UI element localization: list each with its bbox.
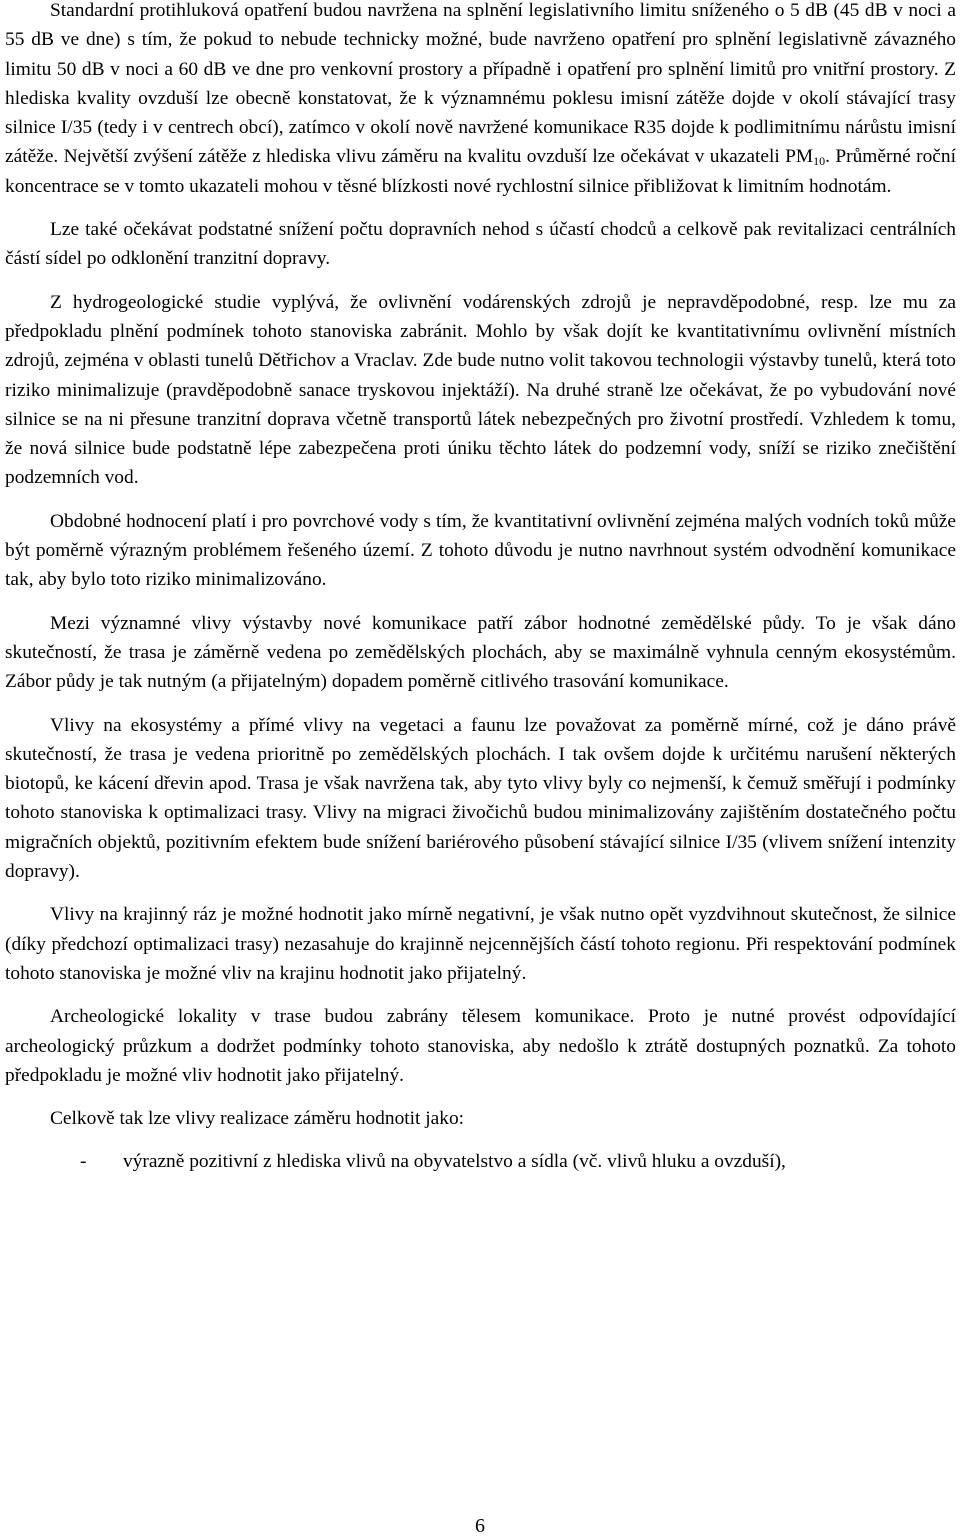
paragraph-agricultural-land: Mezi významné vlivy výstavby nové komunikace patří zábor hodnotné zemědělské půdy. To je však dáno skutečností, že trasa je záměrně vedena po zemědělských plochách, aby se maximálně vyhnula cenným ekosystémům. Zábor půdy je tak nutným (a přijatelným) dopadem poměrně citlivého trasování komunikace. [5,612,956,693]
list-intro: Celkově tak lze vlivy realizace záměru hodnotit jako: [50,1108,465,1130]
list-item-text: výrazně pozitivní z hlediska vlivů na obyvatelstvo a sídla (vč. vlivů hluku a ovzduší), [123,1151,786,1173]
page-number: 6 [475,1515,485,1537]
paragraph-text-tail: . Průměrné roční koncentrace se v tomto ukazateli mohou v těsné blízkosti nové rychlostní silnice přibližovat k limitním hodnotám. [5,146,956,197]
subscript: 10 [813,154,826,169]
paragraph-hydrogeology: Z hydrogeologické studie vyplývá, že ovlivnění vodárenských zdrojů je nepravděpodobné, resp. lze mu za předpokladu plnění podmínek tohoto stanoviska zabránit. Mohlo by však dojít ke kvantitativnímu ovlivnění místních zdrojů, zejména v oblasti tunelů Dětřichov a Vraclav. Zde bude nutno volit takovou technologii výstavby tunelů, která toto riziko minimalizuje (pravděpodobně sanace tryskovou injektáží). Na druhé straně lze očekávat, že po vybudování nové silnice se na ni přesune tranzitní doprava včetně transportů látek nebezpečných pro životní prostředí. Vzhledem k tomu, že nová silnice bude podstatně lépe zabezpečena proti úniku těchto látek do podzemní vody, sníží se riziko znečištění podzemních vod. [5,291,956,489]
paragraph-ecosystems: Vlivy na ekosystémy a přímé vlivy na vegetaci a faunu lze považovat za poměrně mírné, což je dáno právě skutečností, že trasa je vedena prioritně po zemědělských plochách. I tak ovšem dojde k určitému narušení některých biotopů, ke kácení dřevin apod. Trasa je však navržena tak, aby tyto vlivy byly co nejmenší, k čemuž směřují i podmínky tohoto stanoviska k optimalizaci trasy. Vlivy na migraci živočichů budou minimalizovány zajištěním dostatečného počtu migračních objektů, pozitivním efektem bude snížení bariérového působení stávající silnice I/35 (vlivem snížení intenzity dopravy). [5,714,956,883]
paragraph-noise-air [5,0,956,201]
list-item [5,1147,956,1176]
list-bullet: - [80,1151,87,1173]
paragraph-surface-water: Obdobné hodnocení platí i pro povrchové vody s tím, že kvantitativní ovlivnění zejména malých vodních toků může být poměrně výrazným problémem řešeného území. Z tohoto důvodu je nutno navrhnout systém odvodnění komunikace tak, aby bylo toto riziko minimalizováno. [5,510,956,591]
assessment-list [5,1147,956,1176]
paragraph-archaeology: Archeologické lokality v trase budou zabrány tělesem komunikace. Proto je nutné provést odpovídající archeologický průzkum a dodržet podmínky tohoto stanoviska, aby nedošlo k ztrátě dostupných poznatků. Za tohoto předpokladu je možné vliv hodnotit jako přijatelný. [5,1006,956,1086]
paragraph-landscape: Vlivy na krajinný ráz je možné hodnotit jako mírně negativní, je však nutno opět vyzdvihnout skutečnost, že silnice (díky předchozí optimalizaci trasy) nezasahuje do krajinně nejcennějších částí tohoto regionu. Při respektování podmínek tohoto stanoviska je možné vliv na krajinu hodnotit jako přijatelný. [5,904,956,984]
paragraph-accidents: Lze také očekávat podstatné snížení počtu dopravních nehod s účastí chodců a celkově pak revitalizaci centrálních částí sídel po odklonění tranzitní dopravy. [5,219,956,270]
paragraph-text: Standardní protihluková opatření budou navržena na splnění legislativního limitu sníženého o 5 dB (45 dB v noci a 55 dB ve dne) s tím, že pokud to nebude technicky možné, bude navrženo opatření pro splnění legislativně závazného limitu 50 dB v noci a 60 dB ve dne pro venkovní prostory a případně i opatření pro splnění limitů pro vnitřní prostory. Z hlediska kvality ovzduší lze obecně konstatovat, že k významnému poklesu imisní zátěže dojde v okolí stávající trasy silnice I/35 (tedy i v centrech obcí), zatímco v okolí nově navržené komunikace R35 dojde k podlimitnímu nárůstu imisní zátěže. Největší zvýšení zátěže z hlediska vlivu záměru na kvalitu ovzduší lze očekávat v ukazateli PM [5,0,956,168]
document-page [5,0,956,1177]
